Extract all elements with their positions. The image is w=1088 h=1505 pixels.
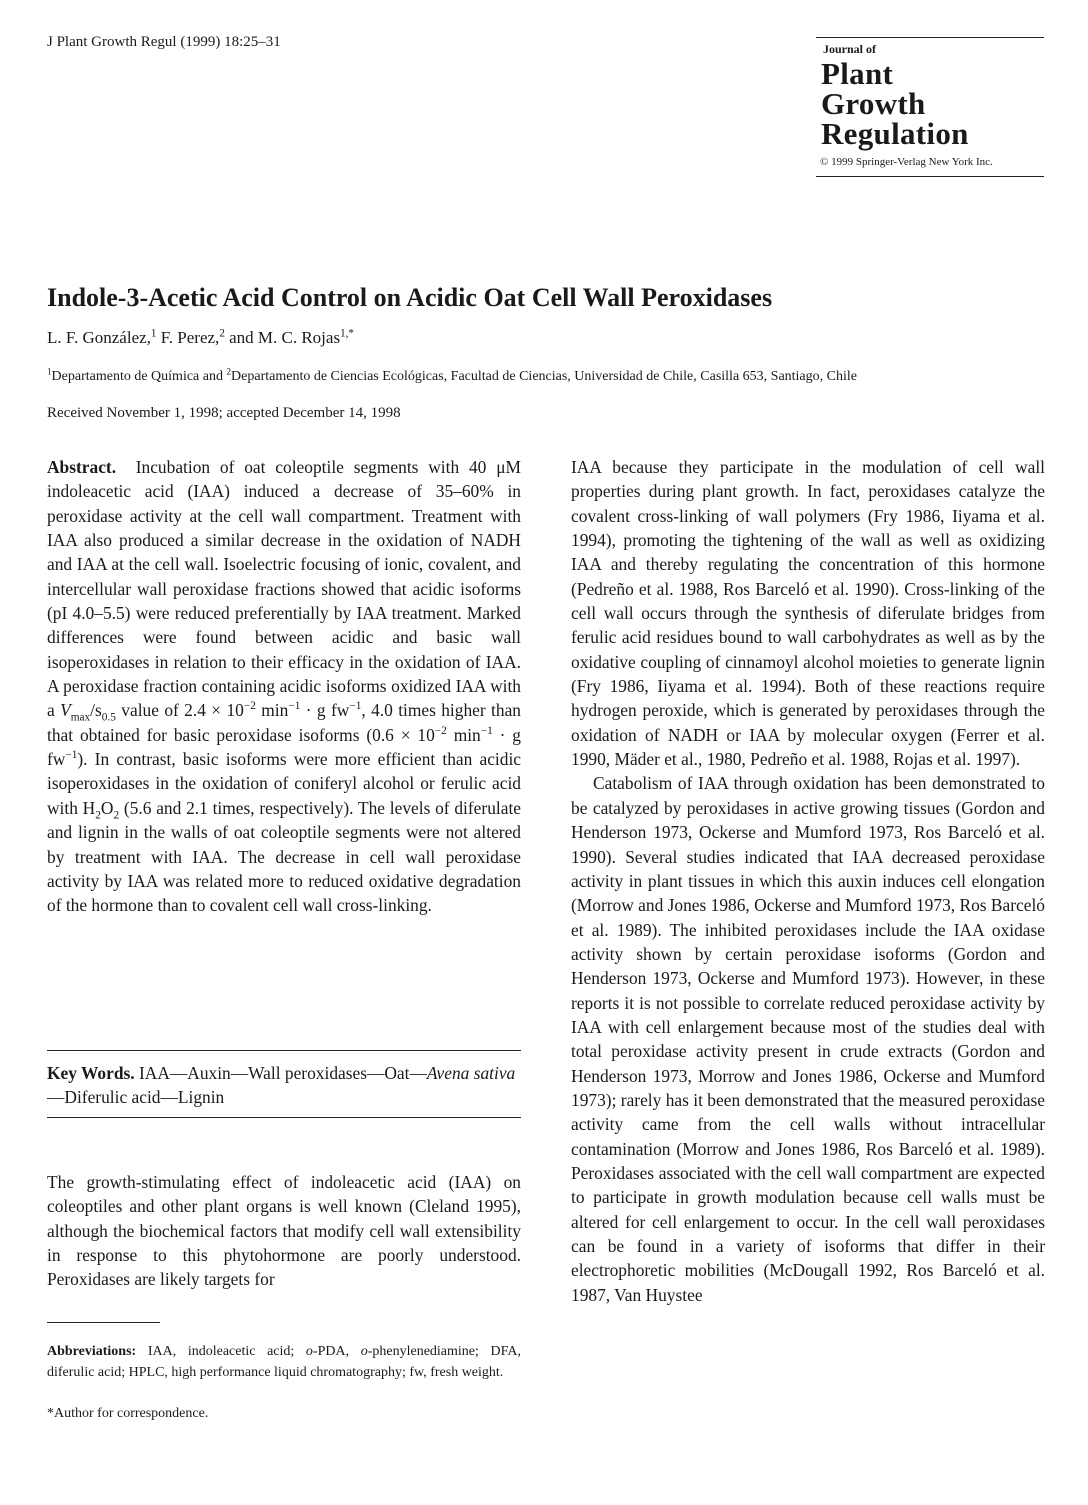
abstract-text: min — [446, 724, 481, 745]
abstract — [47, 455, 521, 918]
author-name: F. Perez, — [160, 328, 220, 347]
abstract-paragraph — [47, 455, 521, 918]
footnote-text: -phenylenediamine; DFA, diferulic acid; HPLC, high performance liquid chromatography; fw, fresh weight. — [47, 1344, 521, 1380]
logo-word-growth: Growth — [821, 86, 926, 121]
keywords-text: IAA—Auxin—Wall peroxidases—Oat— — [138, 1063, 427, 1083]
keywords — [47, 1061, 521, 1110]
body-paragraph: The growth-stimulating effect of indoleacetic acid (IAA) on coleoptiles and other plant organs is well known (Cleland 1995), although the biochemical factors that modify cell wall extensibility in response to this phytohormone are poorly understood. Peroxidases are likely targets for — [47, 1172, 521, 1290]
footnote-correspondence: *Author for correspondence. — [47, 1406, 209, 1421]
affiliation-mark: 2 — [226, 366, 232, 377]
footnote-divider — [47, 1322, 160, 1323]
exponent: −2 — [243, 700, 256, 713]
author-name: and M. C. Rojas — [229, 328, 341, 347]
keywords-label: Key Words. — [47, 1063, 135, 1083]
subscript: 2 — [95, 809, 101, 822]
abstract-text: ). In contrast, basic isoforms were more efficient than acidic isoperoxidases in the oxidation of coniferyl alcohol or ferulic acid with H — [47, 749, 521, 818]
affiliation-text: Departamento de Ciencias Ecológicas, Facultad de Ciencias, Universidad de Chile, Casilla 653, Santiago, Chile — [231, 369, 857, 384]
abstract-text: O — [100, 797, 114, 818]
vmax-symbol: V — [60, 700, 71, 721]
author-affiliation-mark: 1 — [150, 327, 157, 340]
subscript: 2 — [113, 809, 120, 822]
author-affiliation-mark: 1,* — [340, 327, 354, 340]
vmax-subscript: max — [70, 711, 91, 724]
received-dates: Received November 1, 1998; accepted December 14, 1998 — [47, 405, 401, 421]
keywords-divider-top — [47, 1050, 521, 1051]
introduction — [47, 1170, 521, 1292]
keywords-divider-bottom — [47, 1117, 521, 1118]
logo-word-regulation: Regulation — [821, 116, 969, 151]
exponent: −1 — [65, 749, 78, 762]
author-name: L. F. González, — [47, 328, 151, 347]
affiliation-text: Departamento de Química and — [51, 369, 227, 384]
exponent: −2 — [434, 724, 447, 737]
abstract-text: Incubation of oat coleoptile segments with 40 μM indoleacetic acid (IAA) induced a decrease of 35–60% in peroxidase activity at the cell wall compartment. Treatment with IAA also produced a similar decrease in the oxidation of NADH and IAA at the cell wall. Isoelectric focusing of ionic, covalent, and intercellular wall peroxidase fractions showed that acidic isoforms (pI 4.0–5.5) were reduced preferentially by IAA treatment. Marked differences were found between acidic and basic wall isoperoxidases in relation to their efficacy in the oxidation of IAA. A peroxidase fraction containing acidic isoforms oxidized IAA with a — [47, 457, 521, 721]
footnote-abbreviations — [47, 1342, 521, 1383]
abstract-text: min — [255, 700, 289, 721]
abstract-text: · g fw — [300, 700, 350, 721]
exponent: −1 — [288, 700, 301, 713]
logo-copyright: © 1999 Springer-Verlag New York Inc. — [820, 156, 993, 168]
s-subscript: 0.5 — [101, 711, 116, 724]
journal-logo — [816, 37, 1044, 177]
right-column — [571, 455, 1045, 1307]
author-affiliation-mark: 2 — [219, 327, 225, 340]
footnote-italic: o — [360, 1344, 368, 1359]
affiliations — [47, 366, 857, 385]
logo-journal-of: Journal of — [823, 42, 877, 56]
footnote-text: IAA, indoleacetic acid; — [147, 1344, 306, 1359]
body-paragraph: Catabolism of IAA through oxidation has been demonstrated to be catalyzed by peroxidases in active growing tissues (Gordon and Henderson 1973, Ockerse and Mumford 1973, Ros Barceló et al. 1990). Several studies indicated that IAA decreased peroxidase activity in plant tissues in which this auxin induces cell elongation (Morrow and Jones 1986, Ockerse and Mumford 1973, Ros Barceló et al. 1989). The inhibited peroxidases include the IAA oxidase activity shown by certain peroxidase isoforms (Gordon and Henderson 1973, Ockerse and Mumford 1973). However, in these reports it is not possible to correlate reduced peroxidase activity by IAA with cell enlargement because most of the studies deal with total peroxidase activity present in crude extracts (Gordon and Henderson 1973, Morrow and Jones 1986, Ockerse and Mumford 1973); rarely has it been demonstrated that the measured peroxidase activity came from the cell walls without intracellular contamination (Morrow and Jones 1986, Ros Barceló et al. 1989). Peroxidases associated with the cell wall compartment are expected to participate in growth modulation because cell walls must be altered for cell enlargement to occur. In the cell wall peroxidases can be found in a variety of isoforms that differ in their electrophoretic mobilities (McDougall 1992, Ros Barceló et al. 1987, Van Huystee — [571, 773, 1045, 1305]
author-list — [47, 328, 354, 348]
abstract-text: value of 2.4 × 10 — [115, 700, 244, 721]
body-paragraph: IAA because they participate in the modulation of cell wall properties during plant growth. In fact, peroxidases catalyze the covalent cross-linking of wall polymers (Fry 1986, Iiyama et al. 1994), promoting the tightening of the wall as well as oxidizing IAA and thereby regulating the concentration of this hormone (Pedreño et al. 1988, Ros Barceló et al. 1990). Cross-linking of the cell wall occurs through the synthesis of diferulate bridges from ferulic acid residues bound to wall carbohydrates as well as by the oxidative coupling of cinnamoyl alcohol moieties to generate lignin (Fry 1986, Iiyama et al. 1994). Both of these reactions require hydrogen peroxide, which is generated by peroxidases through the oxidation of NADH or IAA by molecular oxygen (Ferrer et al. 1990, Mäder et al., 1980, Pedreño et al. 1988, Rojas et al. 1997). — [571, 457, 1045, 770]
exponent: −1 — [349, 700, 362, 713]
keywords-species: Avena sativa — [426, 1063, 516, 1083]
footnote-label: Abbreviations: — [47, 1344, 137, 1359]
abstract-label: Abstract. — [47, 457, 117, 477]
s-symbol: /s — [90, 700, 102, 721]
footnote-text: -PDA, — [312, 1344, 361, 1359]
keywords-text: —Diferulic acid—Lignin — [47, 1087, 225, 1108]
logo-word-plant: Plant — [821, 56, 894, 91]
exponent: −1 — [480, 724, 493, 737]
article-title: Indole-3-Acetic Acid Control on Acidic Oat Cell Wall Peroxidases — [47, 283, 773, 312]
footnote-italic: o — [305, 1344, 313, 1359]
affiliation-mark: 1 — [47, 366, 52, 377]
abstract-text: , 4.0 times higher than that obtained for basic peroxidase isoforms (0.6 × 10 — [47, 700, 521, 745]
journal-citation: J Plant Growth Regul (1999) 18:25–31 — [47, 34, 281, 50]
abstract-text: (5.6 and 2.1 times, respectively). The levels of diferulate and lignin in the walls of oat coleoptile segments were not altered by treatment with IAA. The decrease in cell wall peroxidase activity by IAA was related more to reduced oxidative degradation of the hormone than to covalent cell wall cross-linking. — [47, 797, 521, 916]
abstract-text: · g fw — [47, 724, 521, 770]
